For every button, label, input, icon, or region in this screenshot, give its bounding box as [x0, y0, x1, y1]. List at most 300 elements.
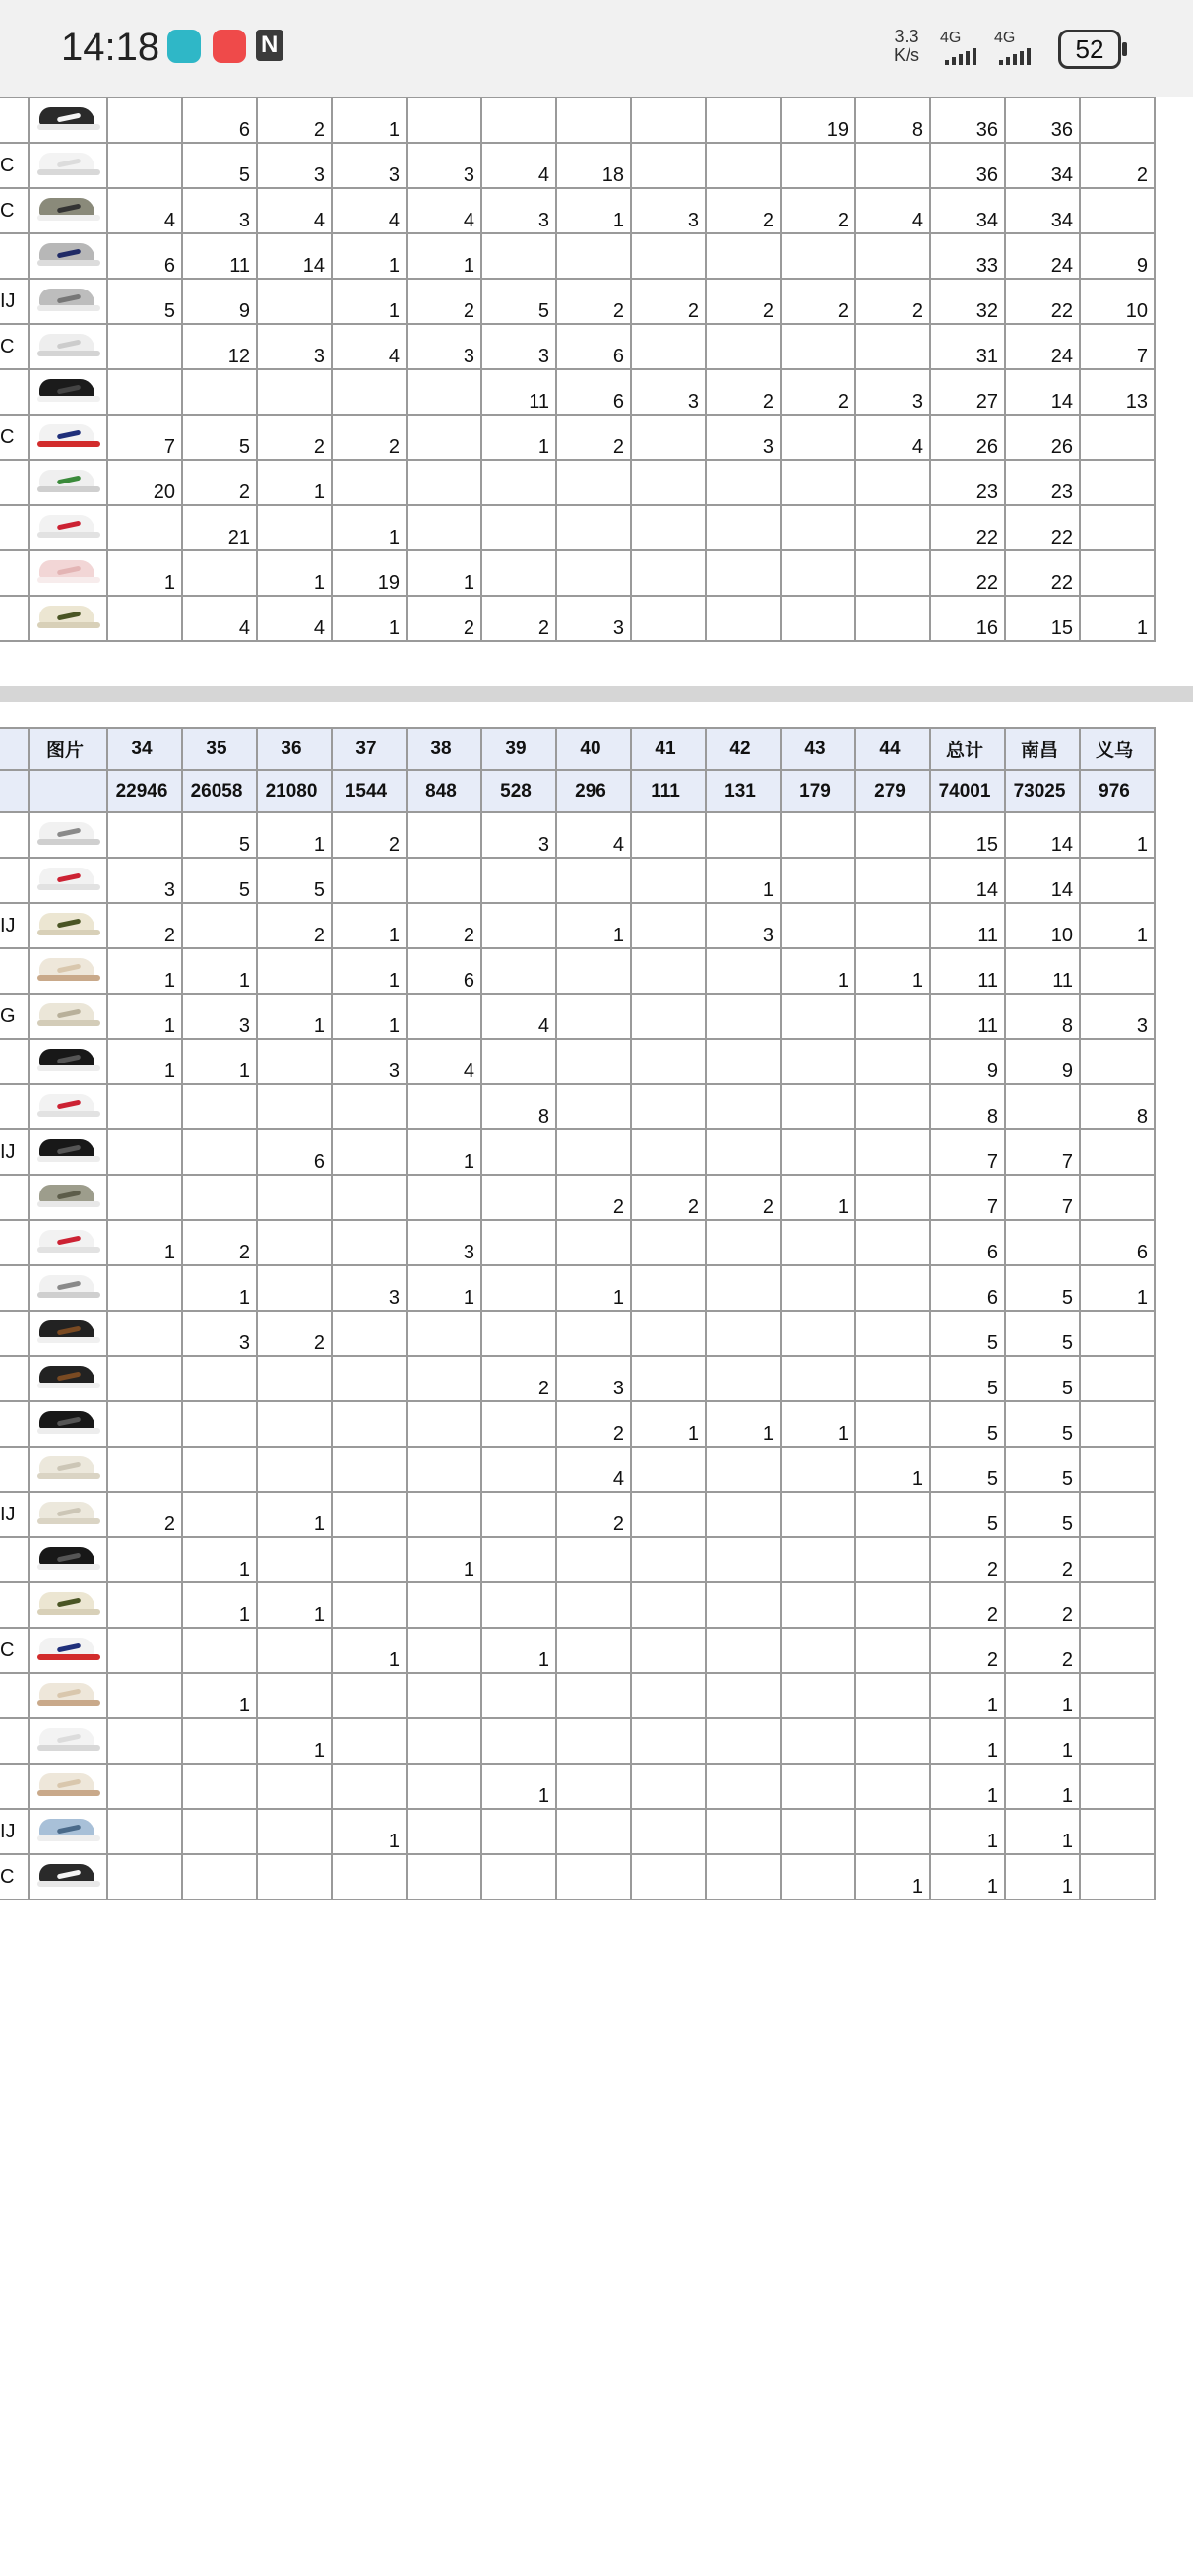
qty-cell-c39: 2 — [481, 1356, 556, 1401]
header-cell-size-44: 44 — [855, 728, 930, 770]
qty-cell-nanchang: 2 — [1005, 1582, 1080, 1628]
table-row — [0, 143, 1155, 188]
qty-cell-c34 — [107, 1447, 182, 1492]
qty-cell-c41: 3 — [631, 369, 706, 415]
qty-cell-c43 — [781, 1628, 855, 1673]
product-code-cell — [0, 460, 29, 505]
qty-cell-c41 — [631, 97, 706, 143]
qty-cell-c36: 2 — [257, 903, 332, 948]
qty-cell-c42: 1 — [706, 858, 781, 903]
qty-cell-c42 — [706, 550, 781, 596]
qty-cell-c37: 1 — [332, 948, 407, 994]
qty-cell-total: 11 — [930, 994, 1005, 1039]
qty-cell-yiwu — [1080, 505, 1155, 550]
qty-cell-c39 — [481, 1718, 556, 1764]
qty-cell-yiwu — [1080, 1401, 1155, 1447]
qty-cell-total: 1 — [930, 1718, 1005, 1764]
qty-cell-c42 — [706, 505, 781, 550]
qty-cell-c36 — [257, 505, 332, 550]
qty-cell-c35: 2 — [182, 1220, 257, 1265]
qty-cell-c42 — [706, 1311, 781, 1356]
qty-cell-c35 — [182, 550, 257, 596]
qty-cell-c34 — [107, 1809, 182, 1854]
qty-cell-nanchang: 22 — [1005, 279, 1080, 324]
qty-cell-c43 — [781, 1582, 855, 1628]
qty-cell-c38: 3 — [407, 324, 481, 369]
qty-cell-c44 — [855, 505, 930, 550]
qty-cell-c40 — [556, 1764, 631, 1809]
qty-cell-c39: 11 — [481, 369, 556, 415]
qty-cell-c39 — [481, 1492, 556, 1537]
qty-cell-nanchang: 5 — [1005, 1492, 1080, 1537]
qty-cell-c43 — [781, 143, 855, 188]
product-code-cell: G — [0, 994, 29, 1039]
qty-cell-c40: 1 — [556, 903, 631, 948]
qty-cell-c42 — [706, 1265, 781, 1311]
qty-cell-nanchang: 8 — [1005, 994, 1080, 1039]
qty-cell-c34 — [107, 1356, 182, 1401]
qty-cell-c41 — [631, 812, 706, 858]
nfc-icon — [256, 30, 283, 61]
qty-cell-total: 6 — [930, 1220, 1005, 1265]
product-image-cell — [29, 1764, 107, 1809]
qty-cell-c39: 3 — [481, 812, 556, 858]
qty-cell-total: 1 — [930, 1673, 1005, 1718]
qty-cell-c34 — [107, 1311, 182, 1356]
product-image-cell — [29, 1265, 107, 1311]
qty-cell-c40 — [556, 505, 631, 550]
product-code-cell — [0, 1356, 29, 1401]
shoe-thumbnail-icon — [31, 953, 104, 983]
qty-cell-nanchang: 11 — [1005, 948, 1080, 994]
qty-cell-c44 — [855, 1492, 930, 1537]
qty-cell-c36 — [257, 1084, 332, 1129]
qty-cell-c44 — [855, 1809, 930, 1854]
qty-cell-c38: 1 — [407, 233, 481, 279]
qty-cell-c39 — [481, 1039, 556, 1084]
qty-cell-c44 — [855, 1311, 930, 1356]
qty-cell-c37: 3 — [332, 1039, 407, 1084]
product-image-cell — [29, 1356, 107, 1401]
qty-cell-c38: 1 — [407, 1265, 481, 1311]
qty-cell-total: 23 — [930, 460, 1005, 505]
shoe-thumbnail-icon — [31, 998, 104, 1028]
qty-cell-c41 — [631, 1129, 706, 1175]
qty-cell-c34 — [107, 1718, 182, 1764]
qty-cell-c40: 4 — [556, 1447, 631, 1492]
signal-strength-icon — [999, 49, 1031, 65]
qty-cell-c44 — [855, 1628, 930, 1673]
qty-cell-c42 — [706, 460, 781, 505]
qty-cell-c34: 1 — [107, 1039, 182, 1084]
table-row — [0, 97, 1155, 143]
qty-cell-yiwu: 1 — [1080, 1265, 1155, 1311]
qty-cell-c35: 6 — [182, 97, 257, 143]
qty-cell-c43 — [781, 994, 855, 1039]
qty-cell-c38 — [407, 369, 481, 415]
qty-cell-c40 — [556, 994, 631, 1039]
product-image-cell — [29, 324, 107, 369]
product-image-cell — [29, 233, 107, 279]
qty-cell-c34 — [107, 1084, 182, 1129]
qty-cell-c35: 1 — [182, 948, 257, 994]
qty-cell-c43 — [781, 1039, 855, 1084]
qty-cell-c36 — [257, 1265, 332, 1311]
qty-cell-total: 2 — [930, 1582, 1005, 1628]
qty-cell-c42 — [706, 1356, 781, 1401]
qty-cell-c42: 3 — [706, 903, 781, 948]
product-image-cell — [29, 97, 107, 143]
qty-cell-c41: 2 — [631, 279, 706, 324]
qty-cell-c41 — [631, 1356, 706, 1401]
shoe-thumbnail-icon — [31, 1180, 104, 1209]
product-code-cell — [0, 1175, 29, 1220]
product-image-cell — [29, 505, 107, 550]
qty-cell-c44 — [855, 233, 930, 279]
qty-cell-c35: 11 — [182, 233, 257, 279]
qty-cell-c36 — [257, 1854, 332, 1900]
qty-cell-total: 26 — [930, 415, 1005, 460]
qty-cell-c42 — [706, 596, 781, 641]
qty-cell-nanchang: 14 — [1005, 369, 1080, 415]
qty-cell-c41 — [631, 1673, 706, 1718]
qty-cell-nanchang: 1 — [1005, 1718, 1080, 1764]
qty-cell-c41 — [631, 324, 706, 369]
qty-cell-c36 — [257, 948, 332, 994]
qty-cell-c39: 1 — [481, 1628, 556, 1673]
qty-cell-c44: 8 — [855, 97, 930, 143]
qty-cell-c40: 2 — [556, 279, 631, 324]
table-row — [0, 1492, 1155, 1537]
product-code-cell — [0, 1401, 29, 1447]
qty-cell-c35: 9 — [182, 279, 257, 324]
product-code-cell — [0, 948, 29, 994]
product-code-cell: IJ — [0, 1129, 29, 1175]
table-row — [0, 1401, 1155, 1447]
qty-cell-c40 — [556, 1537, 631, 1582]
qty-cell-c38: 4 — [407, 188, 481, 233]
qty-cell-c44 — [855, 1220, 930, 1265]
qty-cell-c41 — [631, 1582, 706, 1628]
qty-cell-total: 5 — [930, 1447, 1005, 1492]
qty-cell-yiwu: 1 — [1080, 596, 1155, 641]
qty-cell-c38 — [407, 1582, 481, 1628]
qty-cell-nanchang: 15 — [1005, 596, 1080, 641]
qty-cell-c41 — [631, 233, 706, 279]
qty-cell-c42 — [706, 1220, 781, 1265]
inventory-table-top — [0, 97, 1156, 642]
qty-cell-c35 — [182, 1628, 257, 1673]
qty-cell-c34 — [107, 1764, 182, 1809]
qty-cell-yiwu — [1080, 1582, 1155, 1628]
qty-cell-c41 — [631, 858, 706, 903]
shoe-thumbnail-icon — [31, 193, 104, 223]
qty-cell-c40 — [556, 1220, 631, 1265]
qty-cell-c44: 1 — [855, 948, 930, 994]
shoe-thumbnail-icon — [31, 1814, 104, 1843]
table-row — [0, 1673, 1155, 1718]
qty-cell-c36: 2 — [257, 1311, 332, 1356]
table-row — [0, 1265, 1155, 1311]
qty-cell-c41 — [631, 1718, 706, 1764]
qty-cell-total: 7 — [930, 1129, 1005, 1175]
totals-cell-yiwu: 976 — [1080, 770, 1155, 812]
qty-cell-c36 — [257, 1673, 332, 1718]
qty-cell-total: 1 — [930, 1809, 1005, 1854]
qty-cell-c39 — [481, 1537, 556, 1582]
qty-cell-c36 — [257, 1220, 332, 1265]
qty-cell-c40 — [556, 1628, 631, 1673]
qty-cell-c34: 3 — [107, 858, 182, 903]
product-code-cell: IJ — [0, 1492, 29, 1537]
product-code-cell — [0, 1311, 29, 1356]
qty-cell-c41: 3 — [631, 188, 706, 233]
qty-cell-c34 — [107, 1265, 182, 1311]
product-image-cell — [29, 1718, 107, 1764]
qty-cell-yiwu — [1080, 550, 1155, 596]
qty-cell-nanchang: 5 — [1005, 1401, 1080, 1447]
qty-cell-c36: 1 — [257, 1718, 332, 1764]
table-row — [0, 596, 1155, 641]
qty-cell-c37 — [332, 1084, 407, 1129]
qty-cell-nanchang: 36 — [1005, 97, 1080, 143]
qty-cell-c34: 1 — [107, 1220, 182, 1265]
qty-cell-yiwu — [1080, 460, 1155, 505]
qty-cell-c37 — [332, 460, 407, 505]
qty-cell-c44 — [855, 550, 930, 596]
app-notification-icon — [213, 30, 246, 63]
qty-cell-c34 — [107, 97, 182, 143]
qty-cell-c44 — [855, 1401, 930, 1447]
product-code-cell: IJ — [0, 1809, 29, 1854]
qty-cell-c44: 3 — [855, 369, 930, 415]
qty-cell-total: 14 — [930, 858, 1005, 903]
totals-cell-size-44: 279 — [855, 770, 930, 812]
product-image-cell — [29, 1039, 107, 1084]
qty-cell-yiwu: 13 — [1080, 369, 1155, 415]
qty-cell-c44 — [855, 1356, 930, 1401]
qty-cell-c35: 5 — [182, 858, 257, 903]
qty-cell-c36 — [257, 1401, 332, 1447]
qty-cell-nanchang: 22 — [1005, 550, 1080, 596]
totals-cell-size-34: 22946 — [107, 770, 182, 812]
qty-cell-total: 33 — [930, 233, 1005, 279]
qty-cell-c35: 5 — [182, 812, 257, 858]
qty-cell-c39 — [481, 550, 556, 596]
shoe-thumbnail-icon — [31, 284, 104, 313]
qty-cell-c44: 4 — [855, 188, 930, 233]
qty-cell-c39 — [481, 903, 556, 948]
qty-cell-c41 — [631, 550, 706, 596]
qty-cell-total: 6 — [930, 1265, 1005, 1311]
table-row — [0, 369, 1155, 415]
qty-cell-c43: 2 — [781, 369, 855, 415]
shoe-thumbnail-icon — [31, 1406, 104, 1436]
qty-cell-c36: 2 — [257, 97, 332, 143]
shoe-thumbnail-icon — [31, 102, 104, 132]
qty-cell-c37 — [332, 1447, 407, 1492]
qty-cell-c43 — [781, 1447, 855, 1492]
qty-cell-total: 5 — [930, 1401, 1005, 1447]
qty-cell-c35: 5 — [182, 415, 257, 460]
qty-cell-nanchang: 9 — [1005, 1039, 1080, 1084]
qty-cell-nanchang — [1005, 1084, 1080, 1129]
qty-cell-c34 — [107, 1854, 182, 1900]
qty-cell-c37: 1 — [332, 279, 407, 324]
qty-cell-yiwu — [1080, 1311, 1155, 1356]
qty-cell-c34: 1 — [107, 994, 182, 1039]
qty-cell-c37: 4 — [332, 324, 407, 369]
qty-cell-c41 — [631, 1854, 706, 1900]
qty-cell-c38 — [407, 1492, 481, 1537]
qty-cell-c36: 1 — [257, 1492, 332, 1537]
qty-cell-yiwu: 7 — [1080, 324, 1155, 369]
qty-cell-c39 — [481, 1311, 556, 1356]
product-code-cell — [0, 1537, 29, 1582]
qty-cell-c38: 2 — [407, 279, 481, 324]
signal-strength-icon — [945, 49, 976, 65]
qty-cell-c38 — [407, 1401, 481, 1447]
qty-cell-c37: 1 — [332, 1809, 407, 1854]
shoe-thumbnail-icon — [31, 1633, 104, 1662]
qty-cell-c37 — [332, 1492, 407, 1537]
qty-cell-c34: 5 — [107, 279, 182, 324]
qty-cell-c44 — [855, 1175, 930, 1220]
totals-cell-size-39: 528 — [481, 770, 556, 812]
qty-cell-c35 — [182, 1854, 257, 1900]
qty-cell-c44: 1 — [855, 1447, 930, 1492]
totals-cell-size-40: 296 — [556, 770, 631, 812]
qty-cell-c38 — [407, 1356, 481, 1401]
qty-cell-c36: 6 — [257, 1129, 332, 1175]
qty-cell-c36: 1 — [257, 550, 332, 596]
qty-cell-c37 — [332, 1129, 407, 1175]
qty-cell-yiwu — [1080, 1673, 1155, 1718]
qty-cell-c44 — [855, 1673, 930, 1718]
qty-cell-c44 — [855, 1039, 930, 1084]
qty-cell-c43 — [781, 1764, 855, 1809]
table-row — [0, 324, 1155, 369]
table-row — [0, 505, 1155, 550]
shoe-thumbnail-icon — [31, 329, 104, 358]
table-row — [0, 812, 1155, 858]
qty-cell-c43 — [781, 460, 855, 505]
qty-cell-c44 — [855, 1265, 930, 1311]
qty-cell-c34: 4 — [107, 188, 182, 233]
product-image-cell — [29, 369, 107, 415]
qty-cell-total: 31 — [930, 324, 1005, 369]
qty-cell-c42 — [706, 1084, 781, 1129]
qty-cell-c36 — [257, 1764, 332, 1809]
qty-cell-c36: 14 — [257, 233, 332, 279]
product-image-cell — [29, 279, 107, 324]
table-row — [0, 1084, 1155, 1129]
shoe-thumbnail-icon — [31, 1134, 104, 1164]
qty-cell-c38 — [407, 460, 481, 505]
qty-cell-c38: 1 — [407, 550, 481, 596]
qty-cell-c35 — [182, 1492, 257, 1537]
qty-cell-c37 — [332, 1673, 407, 1718]
qty-cell-yiwu — [1080, 1356, 1155, 1401]
qty-cell-total: 32 — [930, 279, 1005, 324]
qty-cell-nanchang: 5 — [1005, 1356, 1080, 1401]
qty-cell-c44: 2 — [855, 279, 930, 324]
qty-cell-c39 — [481, 858, 556, 903]
qty-cell-c34: 20 — [107, 460, 182, 505]
product-image-cell — [29, 460, 107, 505]
qty-cell-c40: 4 — [556, 812, 631, 858]
qty-cell-c42: 3 — [706, 415, 781, 460]
qty-cell-c39 — [481, 233, 556, 279]
qty-cell-c42 — [706, 1582, 781, 1628]
qty-cell-c40 — [556, 1582, 631, 1628]
qty-cell-total: 1 — [930, 1854, 1005, 1900]
qty-cell-c40 — [556, 948, 631, 994]
qty-cell-c43 — [781, 1809, 855, 1854]
qty-cell-c39 — [481, 1447, 556, 1492]
table-row — [0, 1718, 1155, 1764]
qty-cell-c40: 6 — [556, 369, 631, 415]
qty-cell-c38 — [407, 1718, 481, 1764]
qty-cell-c37: 1 — [332, 903, 407, 948]
qty-cell-yiwu: 10 — [1080, 279, 1155, 324]
qty-cell-c35: 3 — [182, 994, 257, 1039]
product-image-cell — [29, 812, 107, 858]
qty-cell-c35: 3 — [182, 188, 257, 233]
qty-cell-c43 — [781, 1718, 855, 1764]
product-code-cell — [0, 505, 29, 550]
network-speed — [894, 28, 919, 65]
qty-cell-c39: 4 — [481, 143, 556, 188]
qty-cell-c40 — [556, 97, 631, 143]
product-code-cell: C — [0, 1628, 29, 1673]
qty-cell-c42: 2 — [706, 1175, 781, 1220]
qty-cell-c36: 5 — [257, 858, 332, 903]
table-row — [0, 415, 1155, 460]
qty-cell-yiwu — [1080, 1764, 1155, 1809]
table-row — [0, 1039, 1155, 1084]
qty-cell-c40 — [556, 1809, 631, 1854]
qty-cell-c38 — [407, 1175, 481, 1220]
header-cell-size-35: 35 — [182, 728, 257, 770]
qty-cell-yiwu — [1080, 1854, 1155, 1900]
qty-cell-c37: 1 — [332, 233, 407, 279]
qty-cell-nanchang: 5 — [1005, 1265, 1080, 1311]
qty-cell-c38: 4 — [407, 1039, 481, 1084]
qty-cell-c43 — [781, 858, 855, 903]
qty-cell-c41 — [631, 948, 706, 994]
totals-cell-size-38: 848 — [407, 770, 481, 812]
shoe-thumbnail-icon — [31, 419, 104, 449]
qty-cell-c40: 2 — [556, 1492, 631, 1537]
table-row — [0, 1809, 1155, 1854]
header-cell-size-41: 41 — [631, 728, 706, 770]
qty-cell-c41 — [631, 1809, 706, 1854]
totals-cell-size-35: 26058 — [182, 770, 257, 812]
qty-cell-total: 11 — [930, 948, 1005, 994]
qty-cell-c38 — [407, 1084, 481, 1129]
totals-cell-size-42: 131 — [706, 770, 781, 812]
shoe-thumbnail-icon — [31, 1270, 104, 1300]
qty-cell-c39: 4 — [481, 994, 556, 1039]
qty-cell-c39 — [481, 97, 556, 143]
qty-cell-c38 — [407, 858, 481, 903]
qty-cell-c38: 1 — [407, 1537, 481, 1582]
qty-cell-yiwu: 8 — [1080, 1084, 1155, 1129]
qty-cell-c43 — [781, 1673, 855, 1718]
qty-cell-total: 2 — [930, 1628, 1005, 1673]
qty-cell-c34 — [107, 596, 182, 641]
